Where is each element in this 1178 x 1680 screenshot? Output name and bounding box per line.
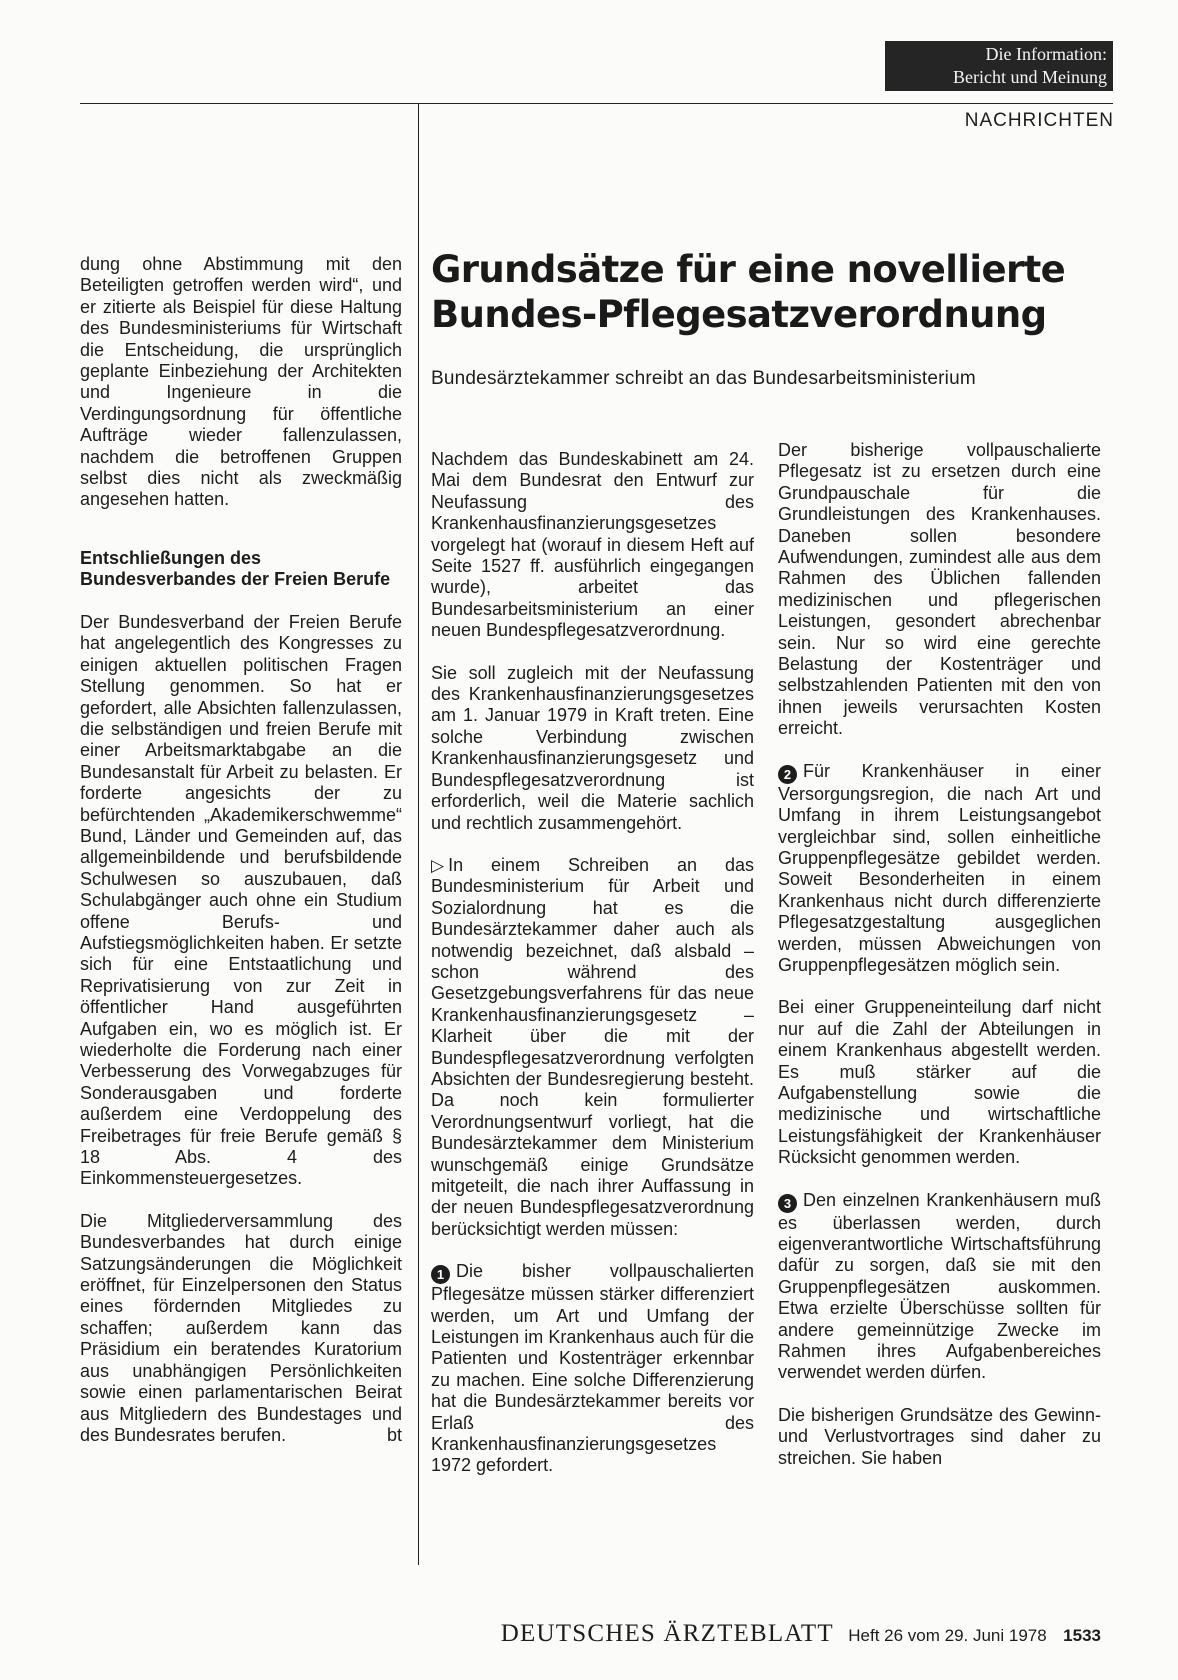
middle-column xyxy=(431,449,754,1477)
article-title: Grundsätze für eine novellierte Bundes-Pflegesatzverordnung xyxy=(431,248,1066,336)
column-divider xyxy=(418,103,419,1565)
rubric-badge xyxy=(885,41,1113,91)
right-paragraph-2 xyxy=(778,761,1101,977)
page-number: 1533 xyxy=(1063,1626,1101,1645)
numbered-point-1-icon: 1 xyxy=(431,1265,450,1284)
left-paragraph-3 xyxy=(80,1211,402,1446)
numbered-point-2-icon: 2 xyxy=(778,765,797,784)
left-column xyxy=(80,254,402,1446)
right-paragraph-3: Bei einer Gruppeneinteilung darf nicht nur auf die Zahl der Abteilungen in einem Krankenhaus abgestellt werden. Es muß stärker auf die Aufgabenstellung sowie die medizinische und wirtschaftliche Leistungsfähigkeit der Krankenhäuser Rücksicht genommen werden. xyxy=(778,997,1101,1168)
article-subtitle: Bundesärztekammer schreibt an das Bundesarbeitsministerium xyxy=(431,368,976,389)
section-label: NACHRICHTEN xyxy=(964,110,1114,131)
right-column xyxy=(778,440,1101,1469)
middle-paragraph-4 xyxy=(431,1261,754,1477)
rubric-line-2: Bericht und Meinung xyxy=(953,67,1107,87)
page-footer xyxy=(501,1620,1101,1648)
left-paragraph-3-text: Die Mitgliederversammlung des Bundesverbandes hat durch einige Satzungsänderungen die Möglichkeit eröffnet, für Einzelpersonen den Status eines fördernden Mitgliedes zu schaffen; außerdem kann das Präsidium ein beratendes Kuratorium aus unabhängigen Persönlichkeiten sowie einen parlamentarischen Beirat aus Mitgliedern des Bundestages und des Bundesrates berufen. xyxy=(80,1210,402,1445)
middle-paragraph-3 xyxy=(431,855,754,1240)
middle-paragraph-4-text: Die bisher vollpauschalierten Pflegesätze müssen stärker differenziert werden, um Art und Umfang der Leistungen im Krankenhaus auch für die Patienten und Kostenträger erkennbar zu machen. Eine solche Differenzierung hat die Bundesärztekammer bereits vor Erlaß des Krankenhausfinanzierungsgesetzes 1972 gefordert. xyxy=(431,1261,754,1476)
left-paragraph-2: Der Bundesverband der Freien Berufe hat angelegentlich des Kongresses zu einigen aktuellen politischen Fragen Stellung genommen. So hat er gefordert, alle Absichten fallenzulassen, die selbständigen und freien Berufe mit einer Arbeitsmarktabgabe an die Bundesanstalt für Arbeit zu belasten. Er forderte angesichts der zu befürchtenden „Akademikerschwemme“ Bund, Länder und Gemeinden auf, das allgemeinbildende und berufsbildende Schulwesen so auszubauen, daß Schulabgänger auch ohne ein Studium offene Berufs- und Aufstiegsmöglichkeiten haben. Er setzte sich für eine Entstaatlichung und Reprivatisierung von zur Zeit in öffentlicher Hand ausgeführten Aufgaben ein, wo es möglich ist. Er wiederholte die Forderung nach einer Verbesserung des Vorwegabzuges für Sonderausgaben und forderte außerdem eine Verdoppelung des Freibetrages für freie Berufe gemäß § 18 Abs. 4 des Einkommensteuergesetzes. xyxy=(80,611,402,1189)
header-rule xyxy=(80,103,1113,104)
right-paragraph-1: Der bisherige vollpauschalierte Pflegesatz ist zu ersetzen durch eine Grundpauschale für die Grundleistungen des Krankenhauses. Daneben sollen besondere Aufwendungen, zumindest alle aus dem Rahmen des Üblichen fallenden medizinischen und pflegerischen Leistungen, gesondert abrechenbar sein. Nur so wird eine gerechte Belastung der Kostenträger und selbstzahlenden Patienten mit den von ihnen jeweils verursachten Kosten erreicht. xyxy=(778,440,1101,739)
rubric-line-1: Die Information: xyxy=(985,44,1107,64)
left-heading: Entschließungen des Bundesverbandes der Freien Berufe xyxy=(80,547,391,590)
middle-paragraph-1: Nachdem das Bundeskabinett am 24. Mai dem Bundesrat den Entwurf zur Neufassung des Krankenhausfinanzierungsgesetzes vorgelegt hat (worauf in diesem Heft auf Seite 1527 ff. ausführlich eingegangen wurde), arbeitet das Bundesarbeitsministerium an einer neuen Bundespflegesatzverordnung. xyxy=(431,449,754,641)
middle-paragraph-2: Sie soll zugleich mit der Neufassung des Krankenhausfinanzierungsgesetzes am 1. Januar 1979 in Kraft treten. Eine solche Verbindung zwischen Krankenhausfinanzierungsgesetz und Bundespflegesatzverordnung ist erforderlich, weil die Materie sachlich und rechtlich zusammengehört. xyxy=(431,662,754,833)
triangle-marker-icon: ▷ xyxy=(431,855,445,875)
numbered-point-3-icon: 3 xyxy=(778,1194,797,1213)
left-paragraph-1: dung ohne Abstimmung mit den Beteiligten getroffen werden wird“, und er zitierte als Beispiel für diese Haltung des Bundesministeriums für Wirtschaft die Entscheidung, die ursprünglich geplante Einbeziehung der Architekten und Ingenieure in die Verdingungsordnung für öffentliche Aufträge wieder fallenzulassen, nachdem die betroffenen Gruppen selbst dies nicht als zweckmäßig angesehen hatten. xyxy=(80,254,402,510)
author-signature: bt xyxy=(386,1424,402,1445)
right-paragraph-4-text: Den einzelnen Krankenhäusern muß es überlassen werden, durch eigenverantwortliche Wirtschaftsführung dafür zu sorgen, daß sie mit den Gruppenpflegesätzen auskommen. Etwa erzielte Überschüsse sollten für andere gemeinnützige Zwecke im Rahmen ihres Aufgabenbereiches verwendet werden dürfen. xyxy=(778,1189,1101,1383)
right-paragraph-5: Die bisherigen Grundsätze des Gewinn- und Verlustvortrages sind daher zu streichen. Sie haben xyxy=(778,1404,1101,1468)
journal-name: DEUTSCHES ÄRZTEBLATT xyxy=(500,1620,834,1647)
issue-info: Heft 26 vom 29. Juni 1978 xyxy=(848,1626,1047,1645)
middle-paragraph-3-text: In einem Schreiben an das Bundesministerium für Arbeit und Sozialordnung hat es die Bundesärztekammer daher auch als notwendig bezeichnet, daß alsbald – schon während des Gesetzgebungsverfahrens für das neue Krankenhausfinanzierungsgesetz – Klarheit über die mit der Bundespflegesatzverordnung verfolgten Absichten der Bundesregierung besteht. Da noch kein formulierter Verordnungsentwurf vorliegt, hat die Bundesärztekammer dem Ministerium wunschgemäß einige Grundsätze mitgeteilt, die nach ihrer Auffassung in der neuen Bundespflegesatzverordnung berücksichtigt werden müssen: xyxy=(431,854,754,1239)
right-paragraph-2-text: Für Krankenhäuser in einer Versorgungsregion, die nach Art und Umfang in ihrem Leistungsangebot vergleichbar sind, sollen einheitliche Gruppenpflegesätze gebildet werden. Soweit Besonderheiten in einem Krankenhaus nicht durch differenzierte Pflegesatzgestaltung ausgeglichen werden, müssen Abweichungen von Gruppenpflegesätzen möglich sein. xyxy=(778,760,1101,975)
right-paragraph-4 xyxy=(778,1190,1101,1384)
